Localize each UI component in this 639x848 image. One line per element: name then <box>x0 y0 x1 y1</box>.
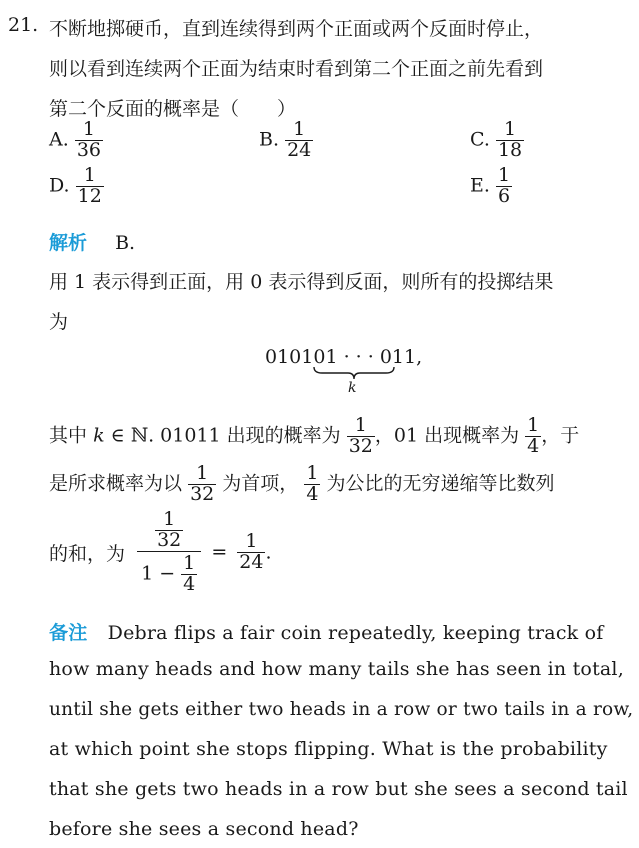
option-a-fraction: $\frac{1}{36}$ <box>76 118 101 161</box>
problem-line-2: 则以看到连续两个正面为结束时看到第二个正面之前先看到 <box>49 58 544 80</box>
solution-line-5: 的和，为 $\frac{1}{32}$ 1 − $\frac{1}{4}$ = $\frac{1}{24}$ . <box>49 508 272 595</box>
underbrace-icon <box>312 366 396 380</box>
note-line-4: at which point she stops flipping. What is the probability <box>49 738 608 760</box>
fraction-1-4: $\frac{1}{4}$ <box>527 414 540 457</box>
sequence-subscript: k <box>348 380 357 396</box>
sum-fraction: $\frac{1}{32}$ 1 − $\frac{1}{4}$ <box>137 510 201 595</box>
option-e-label: E. <box>470 174 490 197</box>
solution-header <box>49 228 135 255</box>
option-d-fraction: $\frac{1}{12}$ <box>77 164 102 207</box>
option-c-label: C. <box>470 128 490 151</box>
option-d-label: D. <box>49 174 70 197</box>
solution-line-4: 是所求概率为以 $\frac{1}{32}$ 为首项， $\frac{1}{4}$ 为公比的无穷递缩等比数列 <box>49 462 555 505</box>
solution-line-1: 用 1 表示得到正面，用 0 表示得到反面，则所有的投掷结果 <box>49 271 554 293</box>
note-line-1: 备注 Debra flips a fair coin repeatedly, keeping track of <box>49 622 604 644</box>
fraction-first-term: $\frac{1}{32}$ <box>190 462 215 505</box>
note-line-3: until she gets either two heads in a row or two tails in a row, <box>49 698 634 720</box>
solution-line-3: 其中 k ∈ ℕ. 01011 出现的概率为 $\frac{1}{32}$ ，01 出现概率为 $\frac{1}{4}$ ，于 <box>49 414 580 457</box>
sequence-suffix: 1, <box>404 346 423 368</box>
sequence-prefix: 0101 <box>265 346 314 368</box>
option-b-fraction: $\frac{1}{24}$ <box>287 118 312 161</box>
option-b <box>259 120 313 161</box>
option-a <box>49 120 103 161</box>
option-c-fraction: $\frac{1}{18}$ <box>497 118 523 161</box>
note-line-2: how many heads and how many tails she has seen in total, <box>49 658 624 680</box>
sequence-repeat: 01 · · · 01 <box>313 346 404 368</box>
note-line-6: before she sees a second head? <box>49 818 359 840</box>
note-label: 备注 <box>49 622 88 644</box>
result-fraction: $\frac{1}{24}$ <box>239 529 264 573</box>
note-line-5: that she gets two heads in a row but she sees a second tail <box>49 778 628 800</box>
sequence-formula <box>265 346 422 368</box>
option-c <box>470 120 524 161</box>
problem-line-1: 不断地掷硬币，直到连续得到两个正面或两个反面时停止， <box>49 18 544 40</box>
fraction-1-32: $\frac{1}{32}$ <box>348 414 373 457</box>
option-b-label: B. <box>259 128 280 151</box>
solution-answer: B. <box>115 232 136 254</box>
option-a-label: A. <box>49 128 69 151</box>
solution-line-2: 为 <box>49 311 69 333</box>
option-d <box>49 166 104 207</box>
fraction-ratio: $\frac{1}{4}$ <box>306 462 319 505</box>
problem-number: 21. <box>8 14 39 36</box>
option-e-fraction: $\frac{1}{6}$ <box>497 164 511 207</box>
solution-label: 解析 <box>49 232 88 254</box>
problem-line-3: 第二个反面的概率是（ ） <box>49 98 297 120</box>
option-e <box>470 166 512 207</box>
